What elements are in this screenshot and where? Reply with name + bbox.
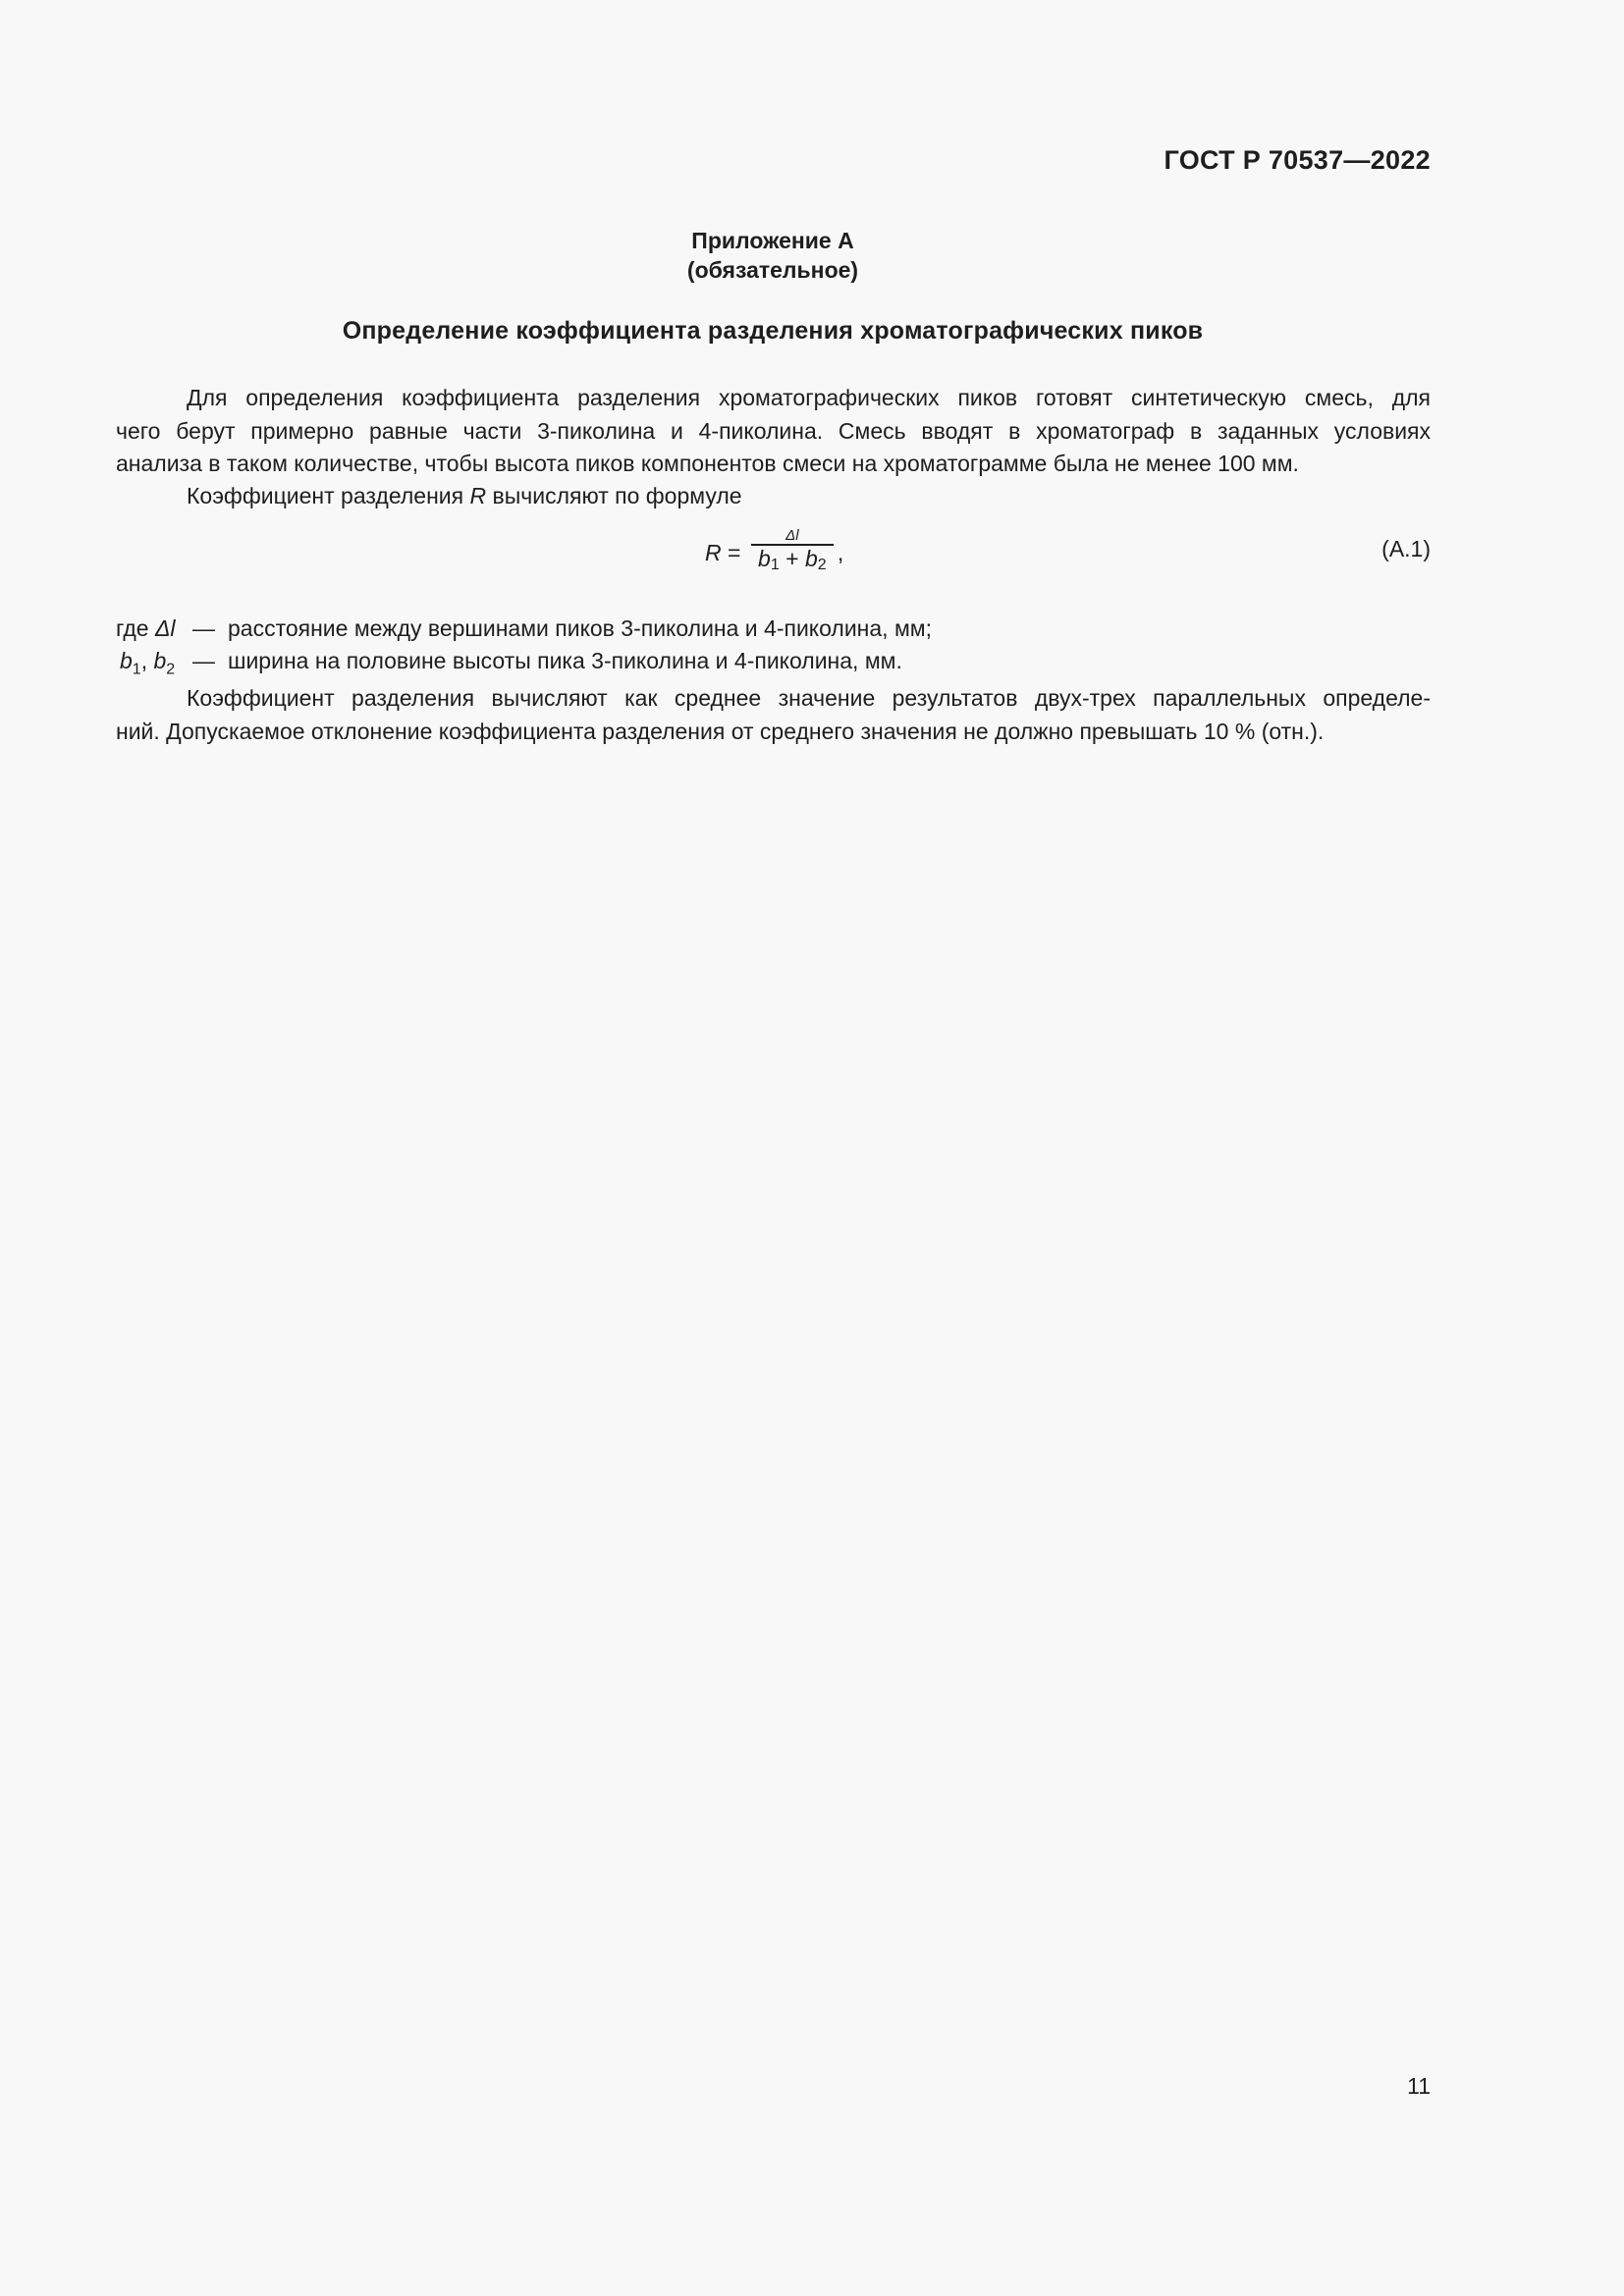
legend-prefix: где (116, 615, 155, 641)
subscript: 1 (132, 661, 141, 678)
paragraph-formula-intro (116, 480, 1431, 513)
formula-numerator: Δl (785, 527, 799, 544)
legend-dash: — (192, 648, 215, 673)
legend-text: расстояние между вершинами пиков 3-пиколина и 4-пиколина, мм; (228, 615, 932, 641)
legend-dash: — (192, 615, 215, 641)
paragraph-line: Коэффициент разделения вычисляют как среднее значение результатов двух-трех параллельных определе- (187, 685, 1431, 711)
subscript: 2 (166, 661, 176, 678)
document-code: ГОСТ Р 70537—2022 (1164, 145, 1431, 175)
subscript: 2 (817, 557, 827, 573)
annex-status: (обязательное) (686, 257, 859, 283)
subscript: 1 (770, 557, 780, 573)
var-b: b (804, 546, 818, 571)
plus-sign: + (779, 546, 805, 571)
text-segment: Коэффициент разделения (187, 483, 470, 508)
paragraph-averaging (116, 682, 1431, 748)
paragraph-line: Для определения коэффициента разделения хроматографических пиков готовят синтетическую смесь, для (187, 385, 1431, 410)
formula-denominator (758, 546, 827, 578)
paragraph-preparation (116, 382, 1431, 481)
formula-lhs: R (705, 540, 722, 565)
annex-title: Приложение А (691, 228, 854, 253)
page-number: 11 (1407, 2073, 1431, 2099)
paragraph-line: анализа в таком количестве, чтобы высота пиков компонентов смеси на хроматограмме была не менее 100 мм. (116, 451, 1299, 476)
variable-r: R (469, 483, 487, 508)
symbol-delta-l: Δl (154, 615, 176, 641)
formula-fraction (751, 528, 834, 578)
paragraph-line: ний. Допускаемое отклонение коэффициента разделения от среднего значения не должно превышать 10 % (отн.). (116, 718, 1325, 744)
paragraph-line (116, 480, 1431, 513)
text-segment: вычисляют по формуле (486, 483, 742, 508)
paragraph-line: чего берут примерно равные части 3-пиколина и 4-пиколина. Смесь вводят в хроматограф в заданных условиях (116, 417, 1431, 444)
var-b: b (120, 648, 133, 673)
formula-equals: = (721, 540, 747, 565)
legend-symbol (116, 615, 192, 642)
formula-comma: , (837, 540, 844, 565)
separator: , (140, 648, 154, 673)
var-b: b (153, 648, 167, 673)
legend-text: ширина на половине высоты пика 3-пиколина и 4-пиколина, мм. (228, 648, 902, 673)
legend-b1-b2 (120, 648, 902, 679)
formula-a1 (705, 528, 843, 578)
legend-delta-l (116, 615, 932, 642)
section-heading: Определение коэффициента разделения хроматографических пиков (342, 317, 1204, 345)
equation-number: (А.1) (1381, 536, 1431, 561)
legend-symbol (120, 648, 192, 679)
var-b: b (758, 546, 771, 571)
